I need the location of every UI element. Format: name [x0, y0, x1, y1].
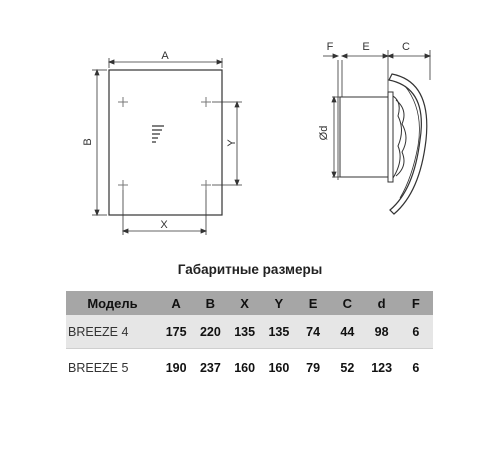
cell-f: 6	[399, 349, 433, 387]
mounting-hole-top-right	[201, 97, 211, 107]
cell-y: 160	[262, 349, 296, 387]
header-f: F	[399, 291, 433, 315]
table-row	[66, 315, 433, 349]
fan-housing	[388, 92, 393, 182]
dimension-b	[92, 70, 107, 215]
front-view	[92, 58, 242, 235]
header-c: C	[330, 291, 364, 315]
header-model: Модель	[66, 291, 159, 315]
duct-body	[340, 97, 388, 177]
mounting-hole-bottom-left	[118, 180, 128, 190]
label-x: X	[160, 219, 168, 231]
label-b: B	[82, 138, 94, 146]
label-y: Y	[226, 139, 238, 147]
header-e: E	[296, 291, 330, 315]
label-d: Ød	[318, 125, 330, 141]
cell-y: 135	[262, 315, 296, 349]
label-e: E	[362, 41, 370, 53]
table-row	[66, 349, 433, 387]
label-c: C	[402, 41, 410, 53]
table-title: Габаритные размеры	[177, 262, 323, 277]
cell-c: 44	[330, 315, 364, 349]
cell-e: 74	[296, 315, 330, 349]
mounting-hole-bottom-right	[201, 180, 211, 190]
cell-x: 135	[228, 315, 262, 349]
cell-f: 6	[399, 315, 433, 349]
dimension-d	[332, 97, 340, 177]
cell-model: BREEZE 4	[66, 315, 159, 349]
cell-model: BREEZE 5	[66, 349, 159, 387]
header-y: Y	[262, 291, 296, 315]
cell-c: 52	[330, 349, 364, 387]
cell-a: 175	[159, 315, 193, 349]
cell-a: 190	[159, 349, 193, 387]
header-b: B	[193, 291, 227, 315]
dimensions-table	[66, 291, 433, 386]
header-a: A	[159, 291, 193, 315]
cell-x: 160	[228, 349, 262, 387]
cell-d: 123	[365, 349, 399, 387]
side-view	[323, 50, 430, 214]
cell-d: 98	[365, 315, 399, 349]
front-panel-outline	[109, 70, 222, 215]
impeller-left	[393, 96, 402, 178]
header-x: X	[228, 291, 262, 315]
cell-b: 220	[193, 315, 227, 349]
cell-e: 79	[296, 349, 330, 387]
front-cover	[389, 74, 427, 214]
label-f: F	[326, 41, 334, 53]
label-a: A	[161, 50, 169, 62]
header-d: d	[365, 291, 399, 315]
logo-icon	[152, 126, 164, 142]
cell-b: 237	[193, 349, 227, 387]
table-header-row	[66, 291, 433, 315]
mounting-hole-top-left	[118, 97, 128, 107]
